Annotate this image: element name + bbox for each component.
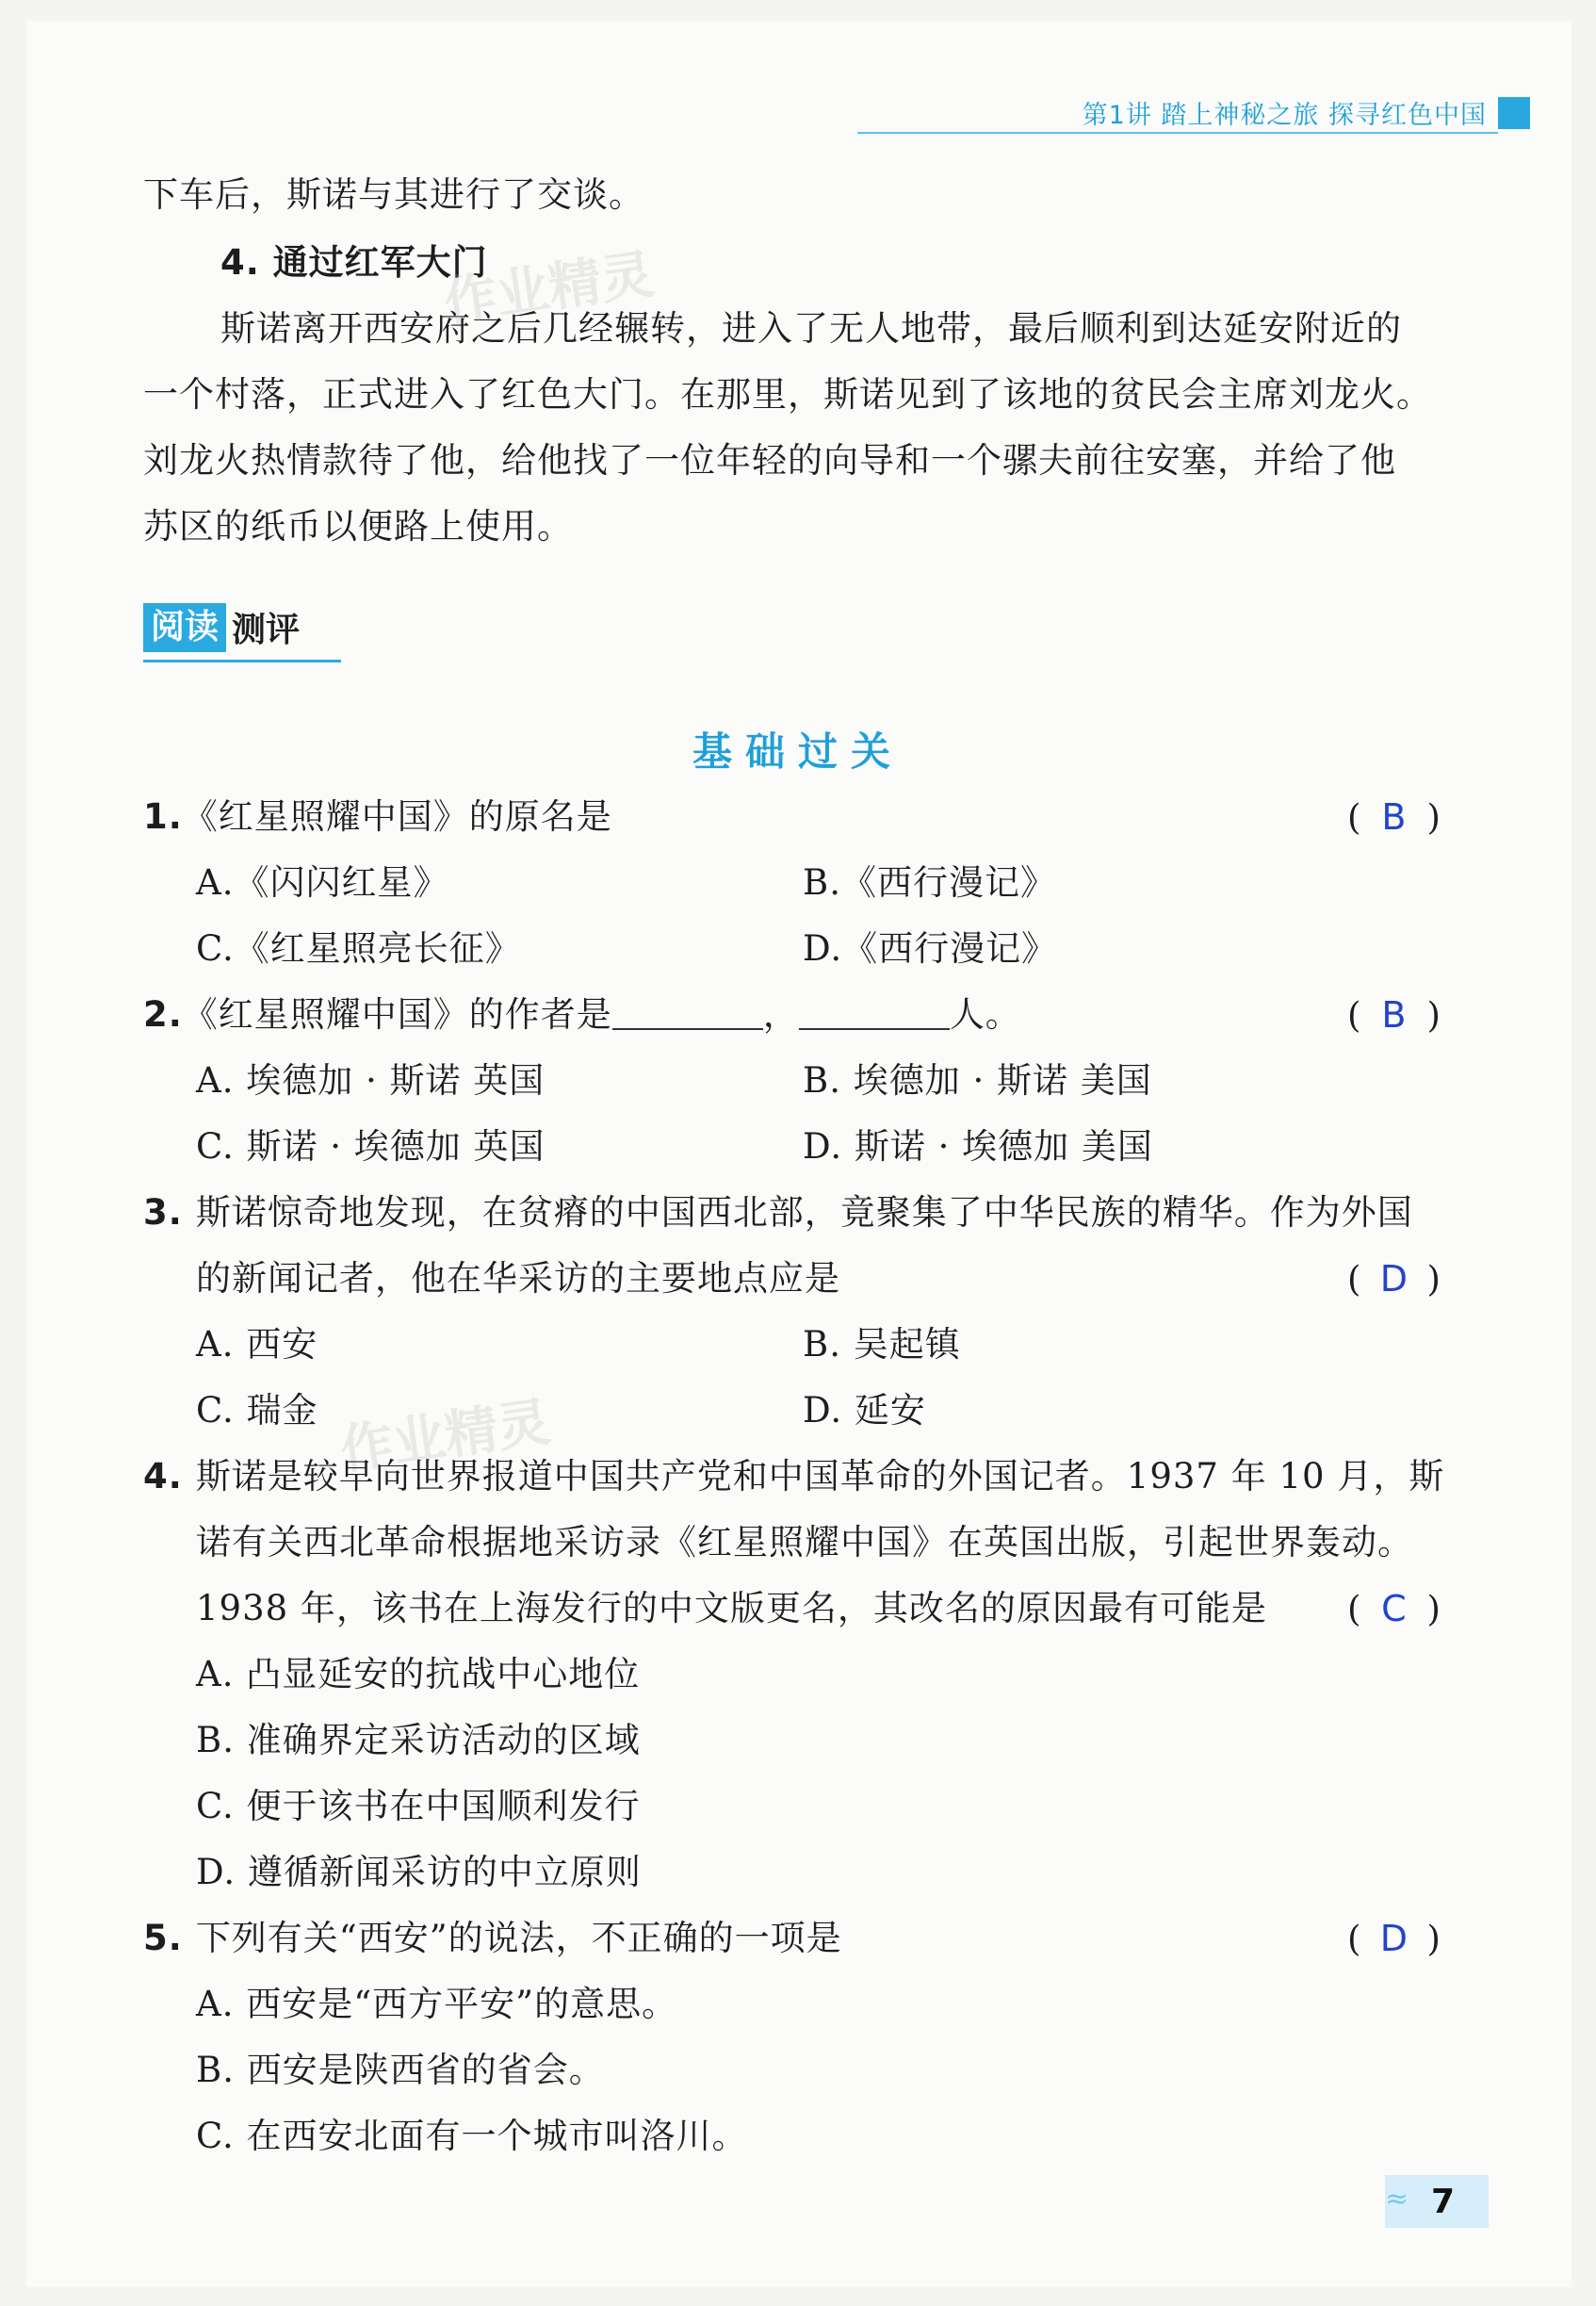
fill-blank	[612, 1000, 763, 1030]
wave-icon: ≈	[1385, 2183, 1409, 2216]
option: A. 埃德加 · 斯诺 英国	[196, 1060, 546, 1101]
option: A.《闪闪红星》	[196, 862, 449, 903]
option: D. 延安	[803, 1390, 926, 1431]
intro-paragraph-line: 苏区的纸币以便路上使用。	[143, 506, 573, 547]
fill-blank	[799, 1000, 950, 1030]
question-3	[143, 1192, 1413, 1233]
watermark: 作业精灵	[440, 243, 659, 335]
answer-letter: B	[1381, 994, 1407, 1036]
option: B. 埃德加 · 斯诺 美国	[803, 1060, 1152, 1101]
section-title: 基础过关	[692, 728, 904, 775]
question-number: 5.	[143, 1918, 183, 1958]
page-number: 7	[1430, 2182, 1455, 2221]
question-stem-line: 诺有关西北革命根据地采访录《红星照耀中国》在英国出版，引起世界轰动。	[196, 1522, 1413, 1562]
option: C. 在西安北面有一个城市叫洛川。	[196, 2116, 748, 2156]
option: B.《西行漫记》	[803, 862, 1056, 903]
question-number: 2.	[143, 994, 183, 1035]
intro-paragraph-line: 刘龙火热情款待了他，给他找了一位年轻的向导和一个骡夫前往安塞，并给了他	[143, 440, 1396, 481]
question-5	[143, 1918, 842, 1958]
question-stem-comma: ，	[762, 994, 799, 1035]
option: A. 西安	[196, 1324, 318, 1365]
answer-letter: B	[1381, 796, 1407, 838]
header-divider	[857, 132, 1498, 134]
option: A. 西安是“西方平安”的意思。	[196, 1984, 678, 2024]
question-2	[143, 994, 1021, 1035]
question-stem-line: 1938 年，该书在上海发行的中文版更名，其改名的原因最有可能是	[196, 1588, 1267, 1628]
question-number: 1.	[143, 796, 183, 837]
answer-bracket: ( B )	[1347, 796, 1441, 838]
question-stem-end: 人。	[949, 994, 1021, 1035]
badge-label-rest: 测评	[232, 611, 301, 650]
chapter-header	[1083, 94, 1530, 131]
answer-letter: D	[1379, 1918, 1409, 1959]
answer-bracket: ( B )	[1347, 994, 1441, 1036]
question-1	[143, 796, 612, 837]
answer-bracket: ( D )	[1347, 1258, 1441, 1300]
answer-bracket: ( D )	[1347, 1918, 1441, 1959]
option: A. 凸显延安的抗战中心地位	[196, 1654, 641, 1694]
option: C. 斯诺 · 埃德加 英国	[196, 1126, 546, 1167]
header-square-icon	[1498, 97, 1530, 129]
question-number: 3.	[143, 1192, 183, 1233]
question-4	[143, 1456, 1445, 1496]
option: B. 吴起镇	[803, 1324, 961, 1365]
intro-paragraph-line: 一个村落，正式进入了红色大门。在那里，斯诺见到了该地的贫民会主席刘龙火。	[143, 374, 1432, 415]
option: B. 准确界定采访活动的区域	[196, 1720, 641, 1760]
intro-heading: 4. 通过红军大门	[220, 242, 488, 283]
question-stem-line: 的新闻记者，他在华采访的主要地点应是	[196, 1258, 840, 1299]
answer-letter: C	[1381, 1588, 1407, 1629]
question-stem: 《红星照耀中国》的原名是	[182, 796, 612, 837]
option: D.《西行漫记》	[803, 928, 1058, 969]
option: D. 斯诺 · 埃德加 美国	[803, 1126, 1153, 1167]
question-number: 4.	[143, 1456, 183, 1496]
option: C. 便于该书在中国顺利发行	[196, 1786, 641, 1826]
chapter-title: 第1讲 踏上神秘之旅 探寻红色中国	[1082, 101, 1487, 130]
question-stem: 下列有关“西安”的说法，不正确的一项是	[195, 1918, 842, 1958]
badge-label: 阅读	[143, 603, 226, 652]
answer-bracket: ( C )	[1347, 1588, 1441, 1629]
option: C. 瑞金	[196, 1390, 318, 1431]
intro-paragraph-line: 斯诺离开西安府之后几经辗转，进入了无人地带，最后顺利到达延安附近的	[220, 308, 1402, 349]
watermark: 作业精灵	[336, 1391, 555, 1482]
question-stem: 斯诺惊奇地发现，在贫瘠的中国西北部，竟聚集了中华民族的精华。作为外国	[195, 1192, 1413, 1233]
option: C.《红星照亮长征》	[196, 928, 521, 969]
badge-underline	[143, 660, 341, 662]
section-badge	[143, 603, 300, 652]
intro-line: 下车后，斯诺与其进行了交谈。	[143, 174, 644, 215]
question-stem: 《红星照耀中国》的作者是	[182, 994, 612, 1035]
option: D. 遵循新闻采访的中立原则	[196, 1852, 642, 1892]
option: B. 西安是陕西省的省会。	[196, 2050, 605, 2090]
answer-letter: D	[1379, 1258, 1409, 1300]
question-stem: 斯诺是较早向世界报道中国共产党和中国革命的外国记者。1937 年 10 月，斯	[195, 1456, 1445, 1496]
